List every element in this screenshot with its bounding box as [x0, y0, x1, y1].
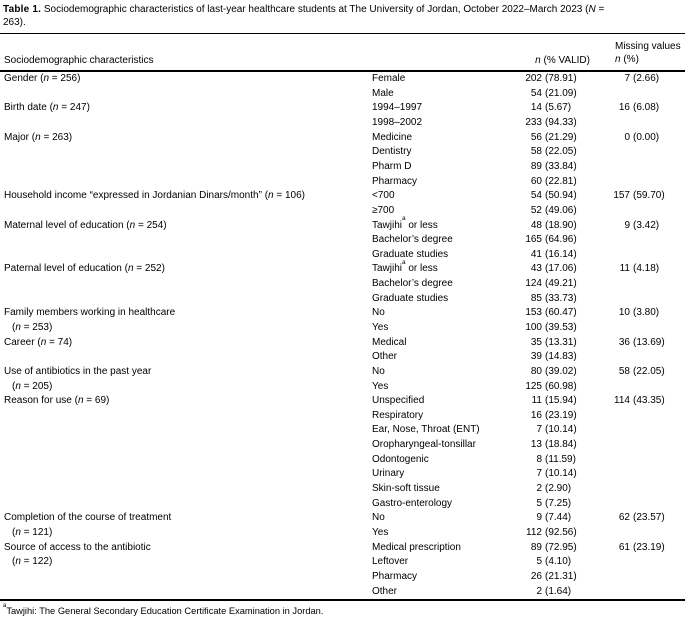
characteristic-cell — [4, 570, 372, 585]
category-cell: Bachelor’s degree — [372, 234, 453, 246]
table-row — [0, 511, 685, 526]
category-cell: Pharm D — [372, 160, 412, 172]
category-cell: Oropharyngeal-tonsillar — [372, 439, 476, 451]
table-caption-line2: 263). — [3, 17, 26, 29]
table-caption-line1: Sociodemographic characteristics of last-year healthcare students at The University of Jordan, October 2022–March 2023 (N = — [41, 4, 605, 15]
table-row — [0, 215, 685, 234]
n-valid-cell: 39 (14.83) — [530, 351, 577, 363]
characteristic-cell: Paternal level of education (n = 252) — [4, 263, 165, 275]
category-cell: <700 — [372, 190, 395, 202]
table-row — [0, 292, 685, 307]
category-cell: Male — [372, 87, 394, 99]
n-valid-cell: 48 (18.90) — [530, 219, 577, 231]
characteristic-cell — [4, 497, 372, 512]
category-cell: Gastro-enterology — [372, 497, 453, 509]
characteristic-cell: Use of antibiotics in the past year — [4, 365, 152, 377]
missing-values-cell — [590, 409, 685, 424]
missing-values-cell: 157 (59.70) — [613, 190, 665, 202]
table-row — [0, 526, 685, 541]
missing-values-cell: 9 (3.42) — [624, 219, 660, 231]
category-cell: Dentistry — [372, 146, 412, 158]
header-characteristics: Sociodemographic characteristics — [4, 55, 154, 67]
missing-values-cell: 10 (3.80) — [618, 307, 660, 319]
missing-values-cell — [590, 497, 685, 512]
table-header-row — [0, 34, 685, 70]
category-cell: 1998–2002 — [372, 117, 423, 129]
table-row — [0, 585, 685, 600]
table-caption — [0, 3, 685, 30]
missing-values-cell — [590, 292, 685, 307]
header-missing-line2: n (%) — [615, 53, 639, 65]
characteristic-cell — [4, 453, 372, 468]
characteristic-cell — [4, 467, 372, 482]
table-row — [0, 175, 685, 190]
table-row — [0, 365, 685, 380]
category-cell: Graduate studies — [372, 248, 449, 260]
characteristic-cell — [4, 116, 372, 131]
category-cell: No — [372, 365, 385, 377]
table-row — [0, 453, 685, 468]
category-cell: Other — [372, 585, 398, 597]
category-cell: Medicine — [372, 131, 413, 143]
characteristic-cell: (n = 205) — [12, 380, 53, 392]
n-valid-cell: 5 (7.25) — [536, 497, 572, 509]
characteristic-cell — [4, 423, 372, 438]
missing-values-cell — [590, 116, 685, 131]
table-row — [0, 101, 685, 116]
table-row — [0, 409, 685, 424]
characteristic-cell: Birth date (n = 247) — [4, 102, 90, 114]
n-valid-cell: 26 (21.31) — [530, 570, 577, 582]
missing-values-cell — [590, 380, 685, 395]
category-cell: Yes — [372, 321, 389, 333]
table-row — [0, 204, 685, 219]
missing-values-cell — [590, 526, 685, 541]
category-cell: 1994–1997 — [372, 102, 423, 114]
characteristic-cell — [4, 585, 372, 600]
n-valid-cell: 100 (39.53) — [525, 321, 577, 333]
table-row — [0, 145, 685, 160]
characteristic-cell — [4, 277, 372, 292]
category-cell: Respiratory — [372, 409, 424, 421]
missing-values-cell — [590, 482, 685, 497]
n-valid-cell: 16 (23.19) — [530, 409, 577, 421]
category-cell: No — [372, 512, 385, 524]
n-valid-cell: 85 (33.73) — [530, 292, 577, 304]
header-n-valid: n (% VALID) — [535, 55, 590, 67]
table-row — [0, 570, 685, 585]
missing-values-cell: 61 (23.19) — [618, 541, 665, 553]
missing-values-cell: 16 (6.08) — [618, 102, 660, 114]
n-valid-cell: 124 (49.21) — [525, 278, 577, 290]
characteristic-cell — [4, 292, 372, 307]
table-footnote — [0, 603, 685, 617]
missing-values-cell — [590, 145, 685, 160]
characteristic-cell — [4, 204, 372, 219]
table-row — [0, 497, 685, 512]
n-valid-cell: 202 (78.91) — [525, 73, 577, 85]
characteristic-cell: (n = 122) — [12, 556, 53, 568]
missing-values-cell — [590, 175, 685, 190]
n-valid-cell: 7 (10.14) — [536, 468, 577, 480]
table-row — [0, 131, 685, 146]
table-row — [0, 394, 685, 409]
n-valid-cell: 89 (33.84) — [530, 160, 577, 172]
table-row — [0, 438, 685, 453]
characteristic-cell: Family members working in healthcare — [4, 307, 176, 319]
n-valid-cell: 52 (49.06) — [530, 204, 577, 216]
missing-values-cell — [590, 570, 685, 585]
missing-values-cell — [590, 350, 685, 365]
table-row — [0, 259, 685, 277]
category-cell: Graduate studies — [372, 292, 449, 304]
missing-values-cell — [590, 277, 685, 292]
category-cell: Pharmacy — [372, 570, 418, 582]
table-row — [0, 87, 685, 102]
n-valid-cell: 58 (22.05) — [530, 146, 577, 158]
characteristic-cell — [4, 145, 372, 160]
missing-values-cell — [590, 321, 685, 336]
characteristic-cell: Completion of the course of treatment — [4, 512, 172, 524]
missing-values-cell — [590, 467, 685, 482]
category-cell: Other — [372, 351, 398, 363]
characteristic-cell — [4, 87, 372, 102]
n-valid-cell: 153 (60.47) — [525, 307, 577, 319]
missing-values-cell — [590, 453, 685, 468]
missing-values-cell — [590, 585, 685, 600]
characteristic-cell: Maternal level of education (n = 254) — [4, 219, 167, 231]
category-cell: Leftover — [372, 556, 409, 568]
n-valid-cell: 112 (92.56) — [526, 526, 577, 538]
characteristic-cell — [4, 409, 372, 424]
table-row — [0, 482, 685, 497]
n-valid-cell: 5 (4.10) — [536, 556, 572, 568]
category-cell: Yes — [372, 526, 389, 538]
table-row — [0, 248, 685, 263]
n-valid-cell: 13 (18.84) — [530, 439, 577, 451]
table-row — [0, 555, 685, 570]
category-cell: Ear, Nose, Throat (ENT) — [372, 424, 480, 436]
n-valid-cell: 41 (16.14) — [530, 248, 577, 260]
table-row — [0, 306, 685, 321]
n-valid-cell: 11 (15.94) — [531, 395, 577, 407]
table-row — [0, 189, 685, 204]
footnote-text: Tawjihi: The General Secondary Education Certificate Examination in Jordan. — [6, 606, 324, 617]
missing-values-cell — [590, 248, 685, 263]
table-row — [0, 423, 685, 438]
table-row — [0, 116, 685, 131]
table-row — [0, 380, 685, 395]
n-valid-cell: 165 (64.96) — [525, 234, 577, 246]
characteristic-cell — [4, 248, 372, 263]
table-row — [0, 277, 685, 292]
category-cell: Yes — [372, 380, 389, 392]
category-cell: Skin-soft tissue — [372, 483, 440, 495]
missing-values-cell: 62 (23.57) — [618, 512, 665, 524]
missing-values-cell: 0 (0.00) — [624, 131, 660, 143]
category-cell: Bachelor’s degree — [372, 278, 453, 290]
n-valid-cell: 125 (60.98) — [525, 380, 577, 392]
missing-values-cell: 11 (4.18) — [619, 263, 660, 275]
table-row — [0, 72, 685, 87]
characteristic-cell: Major (n = 263) — [4, 131, 73, 143]
missing-values-cell — [590, 233, 685, 248]
table-row — [0, 336, 685, 351]
missing-values-cell — [590, 160, 685, 175]
n-valid-cell: 35 (13.31) — [530, 336, 577, 348]
category-cell: Female — [372, 73, 406, 85]
category-cell: Pharmacy — [372, 175, 418, 187]
table-row — [0, 350, 685, 365]
missing-values-cell: 58 (22.05) — [618, 365, 665, 377]
n-valid-cell: 2 (1.64) — [536, 585, 572, 597]
category-cell: Medical — [372, 336, 407, 348]
category-cell: Tawjihi$^a$ or less — [372, 259, 438, 275]
missing-values-cell: 36 (13.69) — [618, 336, 665, 348]
header-missing-line1: Missing values — [615, 41, 681, 53]
characteristic-cell — [4, 482, 372, 497]
n-valid-cell: 80 (39.02) — [530, 365, 577, 377]
n-valid-cell: 7 (10.14) — [536, 424, 577, 436]
characteristic-cell — [4, 233, 372, 248]
category-cell: ≥700 — [372, 204, 395, 216]
n-valid-cell: 54 (50.94) — [530, 190, 577, 202]
footnote-marker: a — [3, 603, 7, 610]
n-valid-cell: 43 (17.06) — [530, 263, 577, 275]
missing-values-cell: 114 (43.35) — [614, 395, 665, 407]
n-valid-cell: 9 (7.44) — [536, 512, 572, 524]
table-row — [0, 541, 685, 556]
category-cell: Urinary — [372, 468, 405, 480]
missing-values-cell — [590, 204, 685, 219]
n-valid-cell: 89 (72.95) — [530, 541, 577, 553]
category-cell: Tawjihi$^a$ or less — [372, 215, 438, 231]
characteristic-cell: (n = 253) — [12, 321, 53, 333]
missing-values-cell — [590, 555, 685, 570]
missing-values-cell — [590, 438, 685, 453]
characteristic-cell — [4, 350, 372, 365]
characteristic-cell: Career (n = 74) — [4, 336, 73, 348]
characteristic-cell: Reason for use (n = 69) — [4, 395, 110, 407]
characteristic-cell — [4, 160, 372, 175]
characteristic-cell: Source of access to the antibiotic — [4, 541, 151, 553]
characteristic-cell — [4, 438, 372, 453]
characteristic-cell: Gender (n = 256) — [4, 73, 81, 85]
n-valid-cell: 60 (22.81) — [530, 175, 577, 187]
n-valid-cell: 54 (21.09) — [530, 87, 577, 99]
table-row — [0, 160, 685, 175]
category-cell: Odontogenic — [372, 453, 429, 465]
category-cell: Medical prescription — [372, 541, 461, 553]
missing-values-cell — [590, 87, 685, 102]
characteristic-cell: (n = 121) — [12, 526, 53, 538]
n-valid-cell: 233 (94.33) — [525, 117, 577, 129]
table-row — [0, 321, 685, 336]
table-number: Table 1. — [3, 4, 42, 15]
missing-values-cell: 7 (2.66) — [624, 73, 660, 85]
bottom-rule — [0, 599, 685, 601]
header-missing-values — [590, 41, 685, 66]
n-valid-cell: 2 (2.90) — [536, 483, 572, 495]
category-cell: Unspecified — [372, 395, 425, 407]
table-row — [0, 233, 685, 248]
missing-values-cell — [590, 423, 685, 438]
table-row — [0, 467, 685, 482]
characteristic-cell: Household income “expressed in Jordanian Dinars/month” (n = 106) — [4, 190, 306, 202]
category-cell: No — [372, 307, 385, 319]
characteristic-cell — [4, 175, 372, 190]
table-body — [0, 72, 685, 599]
n-valid-cell: 14 (5.67) — [530, 102, 572, 114]
n-valid-cell: 8 (11.59) — [536, 453, 576, 465]
n-valid-cell: 56 (21.29) — [530, 131, 577, 143]
